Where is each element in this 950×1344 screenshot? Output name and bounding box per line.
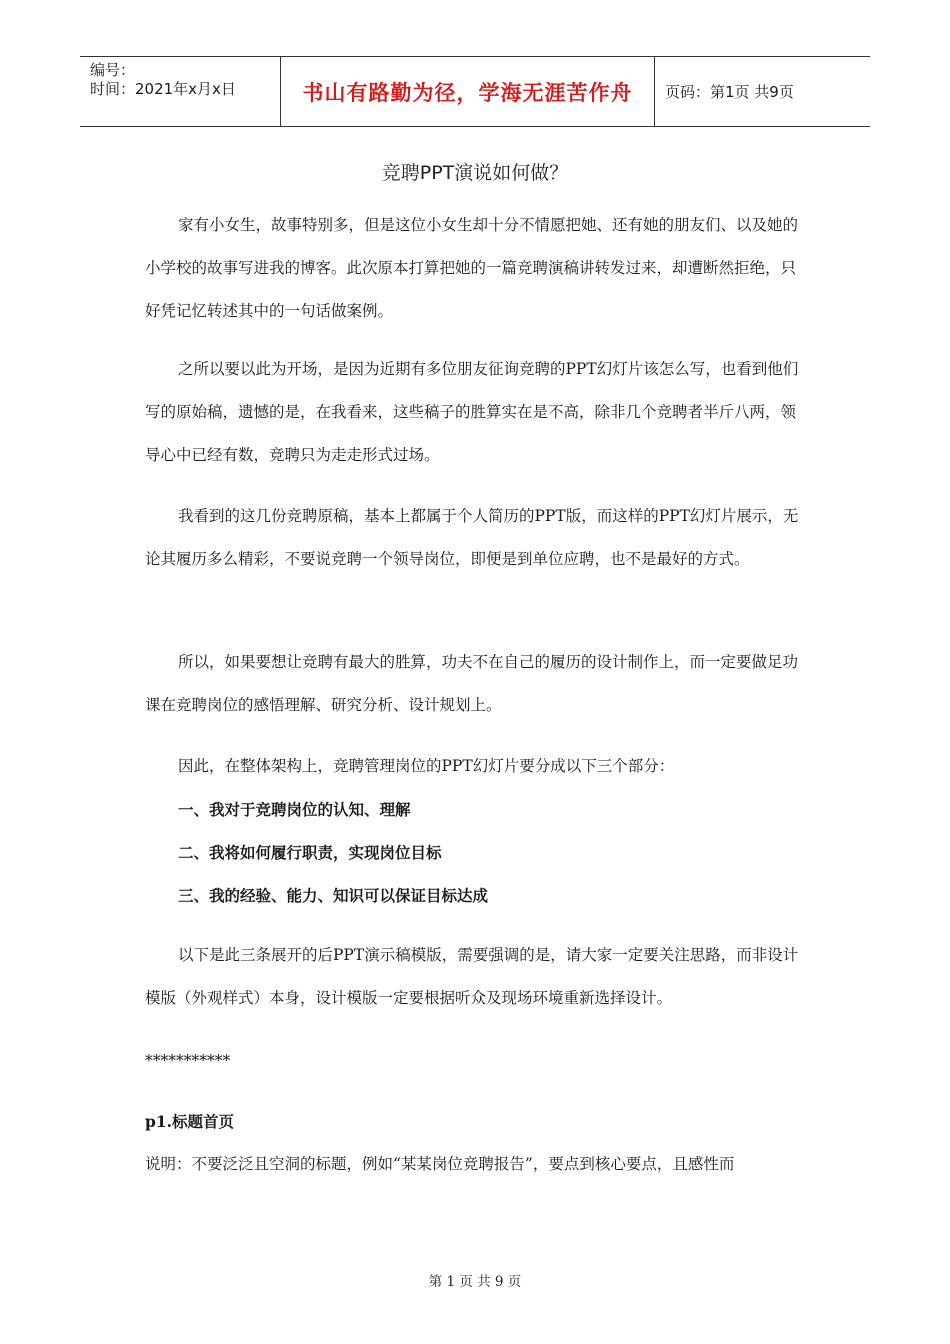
paragraph-structure: 因此，在整体架构上，竞聘管理岗位的PPT幻灯片要分成以下三个部分： xyxy=(178,757,675,775)
separator: *********** xyxy=(145,1052,231,1070)
point-item-1: 一、我对于竞聘岗位的认知、理解 xyxy=(178,800,411,819)
document-header xyxy=(80,56,870,127)
header-page-code: 页码：第1页 共9页 xyxy=(665,83,794,101)
section-note: 说明：不要泛泛且空洞的标题，例如“某某岗位竞聘报告”，要点到核心要点，且感性而 xyxy=(145,1155,735,1173)
point-item-3: 三、我的经验、能力、知识可以保证目标达成 xyxy=(178,886,489,905)
header-meta xyxy=(80,57,281,126)
document-title: 竞聘PPT演说如何做？ xyxy=(381,162,569,184)
section-heading: p1.标题首页 xyxy=(145,1112,235,1131)
number-label: 编号： xyxy=(90,61,136,79)
paragraph-advice: 所以，如果要想让竞聘有最大的胜算，功夫不在自己的履历的设计制作上，而一定要做足功课在竞聘岗位的感悟理解、研究分析、设计规划上。 xyxy=(145,653,799,714)
paragraph-draft-review: 我看到的这几份竞聘原稿，基本上都属于个人简历的PPT版，而这样的PPT幻灯片展示，无论其履历多么精彩，不要说竞聘一个领导岗位，即便是到单位应聘，也不是最好的方式。 xyxy=(145,507,799,568)
paragraph-opening-reason: 之所以要以此为开场，是因为近期有多位朋友征询竞聘的PPT幻灯片该怎么写，也看到他们写的原始稿，遗憾的是，在我看来，这些稿子的胜算实在是不高，除非几个竞聘者半斤八两，领导心中已经有数，竞聘只为走走形式过场。 xyxy=(145,360,799,464)
time-label: 时间：2021年x月x日 xyxy=(90,80,236,98)
paragraph-intro: 家有小女生，故事特别多，但是这位小女生却十分不情愿把她、还有她的朋友们、以及她的小学校的故事写进我的博客。此次原本打算把她的一篇竞聘演稿讲转发过来，却遭断然拒绝，只好凭记忆转述其中的一句话做案例。 xyxy=(145,216,799,320)
paragraph-template-note: 以下是此三条展开的后PPT演示稿模版，需要强调的是，请大家一定要关注思路，而非设计模版（外观样式）本身，设计模版一定要根据听众及现场环境重新选择设计。 xyxy=(145,946,799,1007)
page-footer: 第 1 页 共 9 页 xyxy=(428,1274,522,1290)
header-motto: 书山有路勤为径，学海无涯苦作舟 xyxy=(281,57,655,126)
point-item-2: 二、我将如何履行职责，实现岗位目标 xyxy=(178,843,442,862)
